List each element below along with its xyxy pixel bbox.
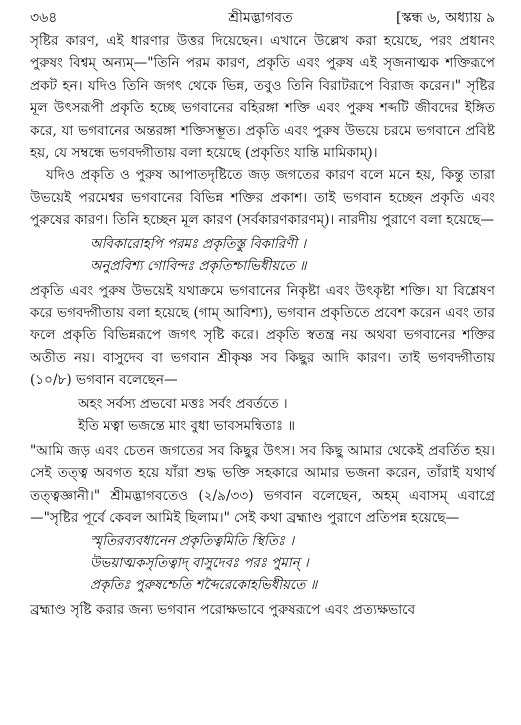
verse-line: অহং সর্বস্য প্রভবো মত্তঃ সর্বং প্রবর্ততে । (78, 396, 288, 412)
verse-line: ইতি মত্বা ভজন্তে মাং বুধা ভাবসমন্বিতাঃ ॥ (78, 418, 295, 434)
paragraph: প্রকৃতি এবং পুরুষ উভয়েই যথাক্রমে ভগবানের নিকৃষ্টা এবং উৎকৃষ্টা শক্তি। যা বিশ্লেষণ করে ভগবদ্গীতায় বলা হয়েছে (গাম্‌ আবিশ্য), ভগবান প্রকৃতিতে প্রবেশ করেন এবং তার ফলে প্রকৃতি বিভিন্নরূপে জগৎ সৃষ্টি করে। প্রকৃতি স্বতন্ত্র নয় অথবা ভগবানের শক্তির অতীত নয়। বাসুদেব বা ভগবান শ্রীকৃষ্ণ সব কিছুর আদি কারণ। তাই ভগবদ্গীতায় (১০/৮) ভগবান বলেছেন— (30, 282, 495, 389)
section-reference: [স্কন্ধ ৬, অধ্যায় ৯ (396, 10, 495, 26)
book-title: শ্রীমদ্ভাগবত (228, 10, 293, 26)
verse-line: স্মৃতিরব্যবধানেন প্রকৃতিত্বমিতি স্থিতিঃ । (90, 534, 295, 550)
verse-block (90, 234, 495, 278)
page-body (30, 30, 495, 622)
paragraph: ব্রহ্মাণ্ড সৃষ্টি করার জন্য ভগবান পরোক্ষভাবে পুরুষরূপে এবং প্রত্যক্ষভাবে (30, 602, 416, 619)
verse-block (78, 394, 495, 438)
page-header (30, 6, 495, 30)
paragraph: সৃষ্টির কারণ, এই ধারণার উত্তর দিয়েছেন। এখানে উল্লেখ করা হয়েছে, পরং প্রধানং পুরুষং বিশ্বম্‌ অন্যম্‌—"তিনি পরম কারণ, প্রকৃতি এবং পুরুষ এই সৃজনাত্মক শক্তিরূপে প্রকট হন। যদিও তিনি জগৎ থেকে ভিন্ন, তবুও তিনি বিরাটরূপে বিরাজ করেন।" সৃষ্টির মূল উৎসরূপী প্রকৃতি হচ্ছে ভগবানের বহিরঙ্গা শক্তি এবং পুরুষ শব্দটি জীবদের ইঙ্গিত করে, যা ভগবানের অন্তরঙ্গা শক্তিসম্ভূত। প্রকৃতি এবং পুরুষ উভয়ে চরমে ভগবানে প্রবিষ্ট হয়, যে সম্বন্ধে ভগবদ্গীতায় বলা হয়েছে (প্রকৃতিং যান্তি মামিকাম্‌)। (30, 33, 495, 162)
paragraph: "আমি জড় এবং চেতন জগতের সব কিছুর উৎস। সব কিছু আমার থেকেই প্রবর্তিত হয়। সেই তত্ত্ব অবগত হয়ে যাঁরা শুদ্ধ ভক্তি সহকারে আমার ভজনা করেন, তাঁরাই যথার্থ তত্ত্বজ্ঞানী।" শ্রীমদ্ভাগবতেও (২/৯/৩৩) ভগবান বলেছেন, অহম্‌ এবাসম্‌ এবাগ্রে—"সৃষ্টির পূর্বে কেবল আমিই ছিলাম।" সেই কথা ব্রহ্মাণ্ড পুরাণে প্রতিপন্ন হয়েছে— (30, 442, 495, 526)
page-number: ৩৬৪ (30, 10, 58, 26)
verse-block (90, 531, 495, 597)
paragraph: যদিও প্রকৃতি ও পুরুষ আপাতদৃষ্টিতে জড় জগতের কারণ বলে মনে হয়, কিন্তু তারা উভয়েই পরমেশ্বর ভগবানের বিভিন্ন শক্তির প্রকাশ। তাই ভগবান হচ্ছেন প্রকৃতি এবং পুরুষের কারণ। তিনি হচ্ছেন মূল কারণ (সর্বকারণকারণম্‌)। নারদীয় পুরাণে বলা হয়েছে— (30, 167, 495, 229)
verse-line: উভয়াত্মকসৃতিত্বাদ্ বাসুদেবঃ পরঃ পুমান্‌ । (90, 556, 309, 572)
verse-line: অবিকারোহপি পরমঃ প্রকৃতিস্তু বিকারিণী । (90, 236, 307, 252)
verse-line: অনুপ্রবিশ্য গোবিন্দঃ প্রকৃতিশ্চাভিধীয়তে ॥ (90, 258, 307, 274)
verse-line: প্রকৃতিঃ পুরুষশ্চেতি শব্দৈরেকোহভিধীয়তে ॥ (90, 578, 318, 594)
